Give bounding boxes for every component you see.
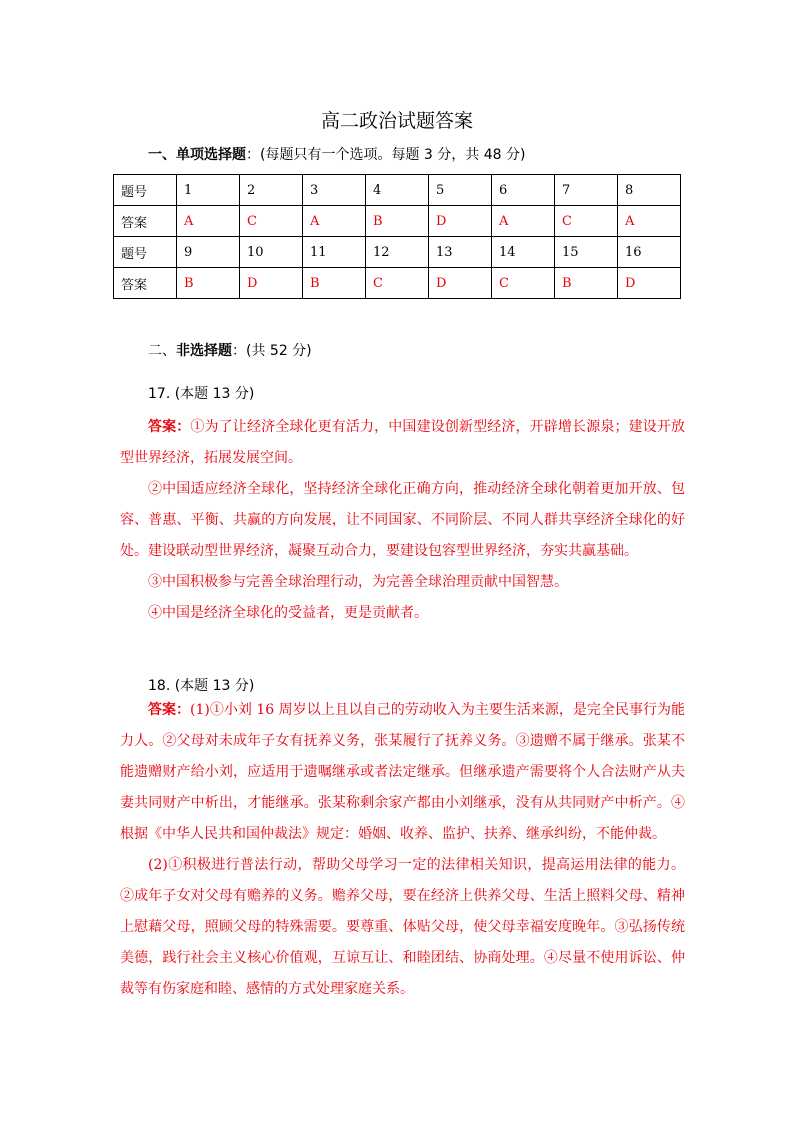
table-row [114, 237, 681, 268]
answer-cell: A [303, 206, 366, 237]
question-number-cell: 1 [177, 175, 240, 206]
answer-cell: A [492, 206, 555, 237]
answer-cell: B [177, 268, 240, 299]
table-row [114, 175, 681, 206]
q18-para-2: (2)①积极进行普法行动，帮助父母学习一定的法律相关知识，提高运用法律的能力。②成年子女对父母有赡养的义务。赡养父母，要在经济上供养父母、生活上照料父母、精神上慰藉父母，照顾父母的特殊需要。要尊重、体贴父母，使父母幸福安度晚年。③弘扬传统美德，践行社会主义核心价值观，互谅互让、和睦团结、协商处理。④尽量不使用诉讼、仲裁等有伤家庭和睦、感情的方式处理家庭关系。 [120, 857, 685, 997]
question-number-cell: 10 [240, 237, 303, 268]
q18-para-1: 答案：(1)①小刘 16 周岁以上且以自己的劳动收入为主要生活来源，是完全民事行为能力人。②父母对未成年子女有抚养义务，张某履行了抚养义务。③遗赠不属于继承。张某不能遗赠财产给小刘，应适用于遗嘱继承或者法定继承。但继承遗产需要将个人合法财产从夫妻共同财产中析出，才能继承。张某称剩余家产都由小刘继承，没有从共同财产中析产。④根据《中华人民共和国仲裁法》规定：婚姻、收养、监护、扶养、继承纠纷，不能仲裁。 [120, 702, 686, 842]
section-2-heading [148, 340, 312, 360]
question-18-answer [120, 695, 685, 1005]
q17-para-1: 答案：①为了让经济全球化更有活力，中国建设创新型经济，开辟增长源泉；建设开放型世界经济，拓展发展空间。 [120, 419, 685, 466]
question-number-cell: 12 [366, 237, 429, 268]
question-number-cell: 6 [492, 175, 555, 206]
row-label: 题号 [114, 237, 177, 268]
section-2-label: 非选择题 [176, 343, 232, 359]
q17-para-4: ④中国是经济全球化的受益者，更是贡献者。 [148, 605, 428, 621]
question-17-answer [120, 412, 685, 629]
answer-cell: C [555, 206, 618, 237]
q17-para-2: ②中国适应经济全球化，坚持经济全球化正确方向，推动经济全球化朝着更加开放、包容、普惠、平衡、共赢的方向发展，让不同国家、不同阶层、不同人群共享经济全球化的好处。建设联动型世界经济，凝聚互动合力，要建设包容型世界经济，夯实共赢基础。 [120, 481, 685, 559]
question-number-cell: 13 [429, 237, 492, 268]
answer-cell: C [492, 268, 555, 299]
question-number-cell: 15 [555, 237, 618, 268]
answer-cell: D [240, 268, 303, 299]
answer-cell: B [303, 268, 366, 299]
answer-cell: B [555, 268, 618, 299]
answer-cell: C [366, 268, 429, 299]
question-17-heading: 17. (本题 13 分) [148, 386, 255, 402]
row-label: 答案 [114, 206, 177, 237]
table-row [114, 268, 681, 299]
question-number-cell: 7 [555, 175, 618, 206]
answer-table [113, 174, 681, 299]
section-1-note: ：(每题只有一个选项。每题 3 分，共 48 分) [246, 147, 526, 163]
question-number-cell: 2 [240, 175, 303, 206]
answer-cell: D [429, 268, 492, 299]
question-18-heading: 18. (本题 13 分) [148, 678, 255, 694]
question-number-cell: 3 [303, 175, 366, 206]
answer-cell: A [618, 206, 681, 237]
question-number-cell: 11 [303, 237, 366, 268]
section-1-heading [148, 144, 525, 164]
question-number-cell: 5 [429, 175, 492, 206]
row-label: 题号 [114, 175, 177, 206]
section-2-number: 二、 [148, 343, 176, 359]
question-number-cell: 4 [366, 175, 429, 206]
q17-answer-label: 答案： [148, 419, 191, 435]
answer-cell: D [429, 206, 492, 237]
q18-answer-label: 答案： [148, 702, 191, 718]
answer-cell: C [240, 206, 303, 237]
q17-para-3: ③中国积极参与完善全球治理行动，为完善全球治理贡献中国智慧。 [148, 574, 568, 590]
row-label: 答案 [114, 268, 177, 299]
answer-cell: A [177, 206, 240, 237]
question-number-cell: 9 [177, 237, 240, 268]
answer-cell: B [366, 206, 429, 237]
section-2-note: ：(共 52 分) [232, 343, 312, 359]
section-1-label: 一、单项选择题 [148, 147, 246, 163]
question-number-cell: 8 [618, 175, 681, 206]
question-number-cell: 16 [618, 237, 681, 268]
page-title: 高二政治试题答案 [320, 110, 473, 132]
answer-cell: D [618, 268, 681, 299]
question-number-cell: 14 [492, 237, 555, 268]
table-row [114, 206, 681, 237]
